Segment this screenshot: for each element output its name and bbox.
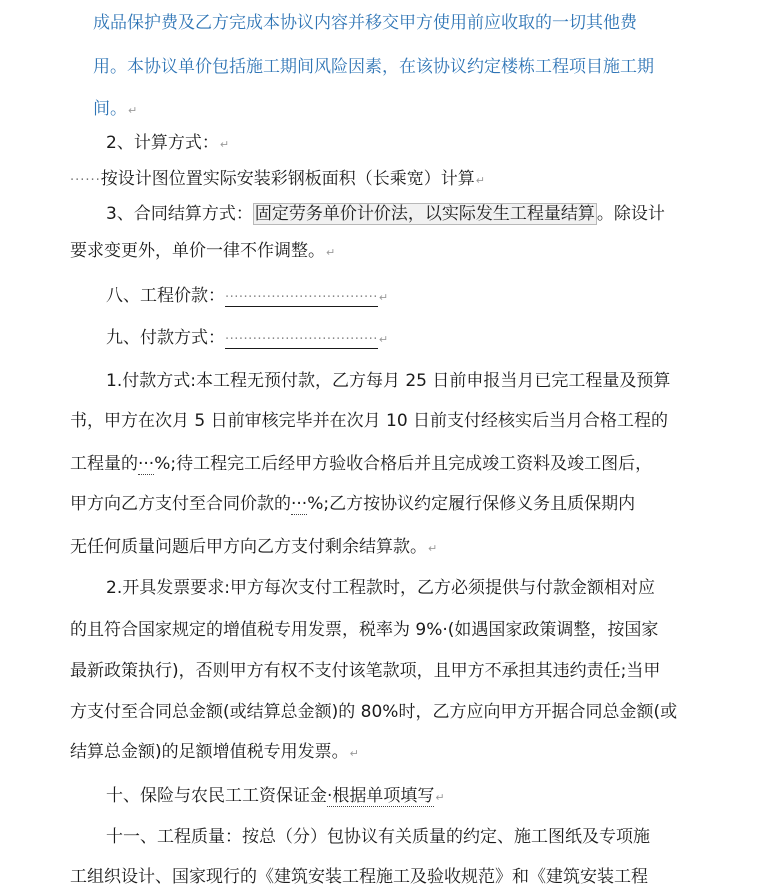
paragraph-mark-icon: ↵ [378, 333, 389, 346]
invoice-line-3: 最新政策执行)，否则甲方有权不支付该笔款项，且甲方不承担其违约责任;当甲 [70, 661, 661, 681]
paragraph-mark-icon: ↵ [378, 291, 389, 304]
invoice-line-2: 的且符合国家规定的增值税专用发票，税率为 9%·(如遇国家政策调整，按国家 [70, 620, 659, 640]
paragraph-mark-icon: ↵ [475, 174, 486, 187]
calc-heading: 2、计算方式：↵ [106, 133, 230, 153]
paragraph-mark-icon: ↵ [219, 138, 230, 151]
section-9: 九、付款方式：·································↵ [106, 328, 389, 348]
section-8: 八、工程价款：·································↵ [106, 286, 389, 306]
paragraph-mark-icon: ↵ [435, 791, 445, 804]
intro-line-1: 成品保护费及乙方完成本协议内容并移交甲方使用前应收取的一切其他费 [93, 13, 637, 33]
settlement-line-2: 要求变更外，单价一律不作调整。↵ [70, 241, 336, 261]
blank-fill-line[interactable]: ································· [225, 332, 378, 347]
percent-blank[interactable]: ··· [291, 494, 308, 514]
blank-fill-line[interactable]: ································· [225, 290, 378, 305]
percent-blank[interactable]: ··· [138, 454, 155, 474]
payment-line-5: 无任何质量问题后甲方向乙方支付剩余结算款。↵ [70, 537, 438, 557]
payment-line-2: 书，甲方在次月 5 日前审核完毕并在次月 10 日前支付经核实后当月合格工程的 [70, 411, 669, 431]
paragraph-mark-icon: ↵ [349, 747, 359, 760]
section-11-line-1: 十一、工程质量：按总（分）包协议有关质量的约定、施工图纸及专项施 [106, 827, 650, 847]
intro-line-3: 间。↵ [93, 99, 138, 119]
invoice-line-5: 结算总金额)的足额增值税专用发票。↵ [70, 742, 359, 762]
section-10: 十、保险与农民工工资保证金·根据单项填写↵ [106, 786, 445, 806]
intro-line-2: 用。本协议单价包括施工期间风险因素，在该协议约定楼栋工程项目施工期 [93, 57, 654, 77]
settlement-line-1: 3、合同结算方式： 固定劳务单价计价法，以实际发生工程量结算 。除设计 [106, 204, 665, 224]
invoice-line-4: 方支付至合同总金额(或结算总金额)的 80%时，乙方应向甲方开据合同总金额(或 [70, 702, 678, 722]
calc-body: ······按设计图位置实际安装彩钢板面积（长乘宽）计算↵ [70, 169, 486, 189]
payment-line-1: 1.付款方式:本工程无预付款，乙方每月 25 日前申报当月已完工程量及预算 [106, 371, 671, 391]
invoice-line-1: 2.开具发票要求:甲方每次支付工程款时，乙方必须提供与付款金额相对应 [106, 578, 655, 598]
paragraph-mark-icon: ↵ [428, 542, 438, 555]
section-11-line-2: 工组织设计、国家现行的《建筑安装工程施工及验收规范》和《建筑安装工程 [70, 867, 648, 887]
paragraph-mark-icon: ↵ [326, 246, 336, 259]
payment-line-4: 甲方向乙方支付至合同价款的···%;乙方按协议约定履行保修义务且质保期内 [70, 494, 636, 514]
selected-text[interactable]: 固定劳务单价计价法，以实际发生工程量结算 [254, 204, 595, 224]
paragraph-mark-icon: ↵ [128, 104, 138, 117]
payment-line-3: 工程量的···%;待工程完工后经甲方验收合格后并且完成竣工资料及竣工图后， [70, 454, 653, 474]
section-10-note: ·根据单项填写 [327, 786, 435, 806]
leader-dots: ······ [70, 173, 101, 188]
